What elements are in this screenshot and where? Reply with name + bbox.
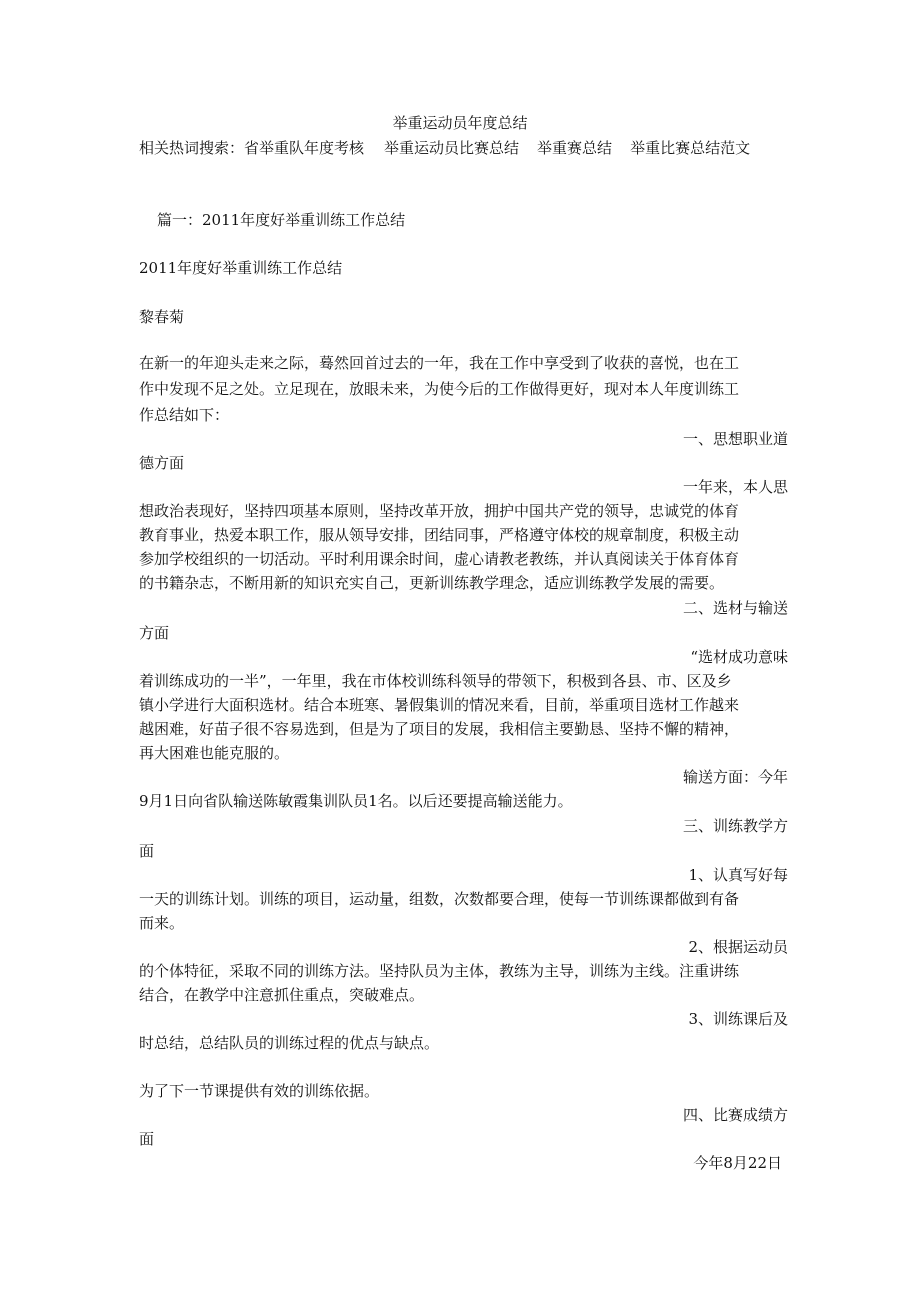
body-line: 着训练成功的一半”，一年里，我在市体校训练科领导的带领下，积极到各县、市、区及乡	[139, 672, 732, 690]
related-search-label: 相关热词搜索：	[139, 139, 245, 157]
body-line: 9月1日向省队输送陈敏霞集训队员1名。以后还要提高输送能力。	[139, 792, 573, 810]
related-term-link[interactable]: 举重比赛总结范文	[630, 139, 751, 157]
body-line: 越困难，好苗子很不容易选到，但是为了项目的发展，我相信主要勤恳、坚持不懈的精神，	[139, 720, 740, 738]
body-line: 3、训练课后及	[688, 1010, 788, 1028]
body-line: 作总结如下：	[139, 406, 230, 424]
body-line: 参加学校组织的一切活动。平时利用课余时间，虚心请教老教练，并认真阅读关于体育体育	[139, 550, 740, 568]
body-line: 1、认真写好每	[688, 866, 788, 884]
body-line: 教育事业，热爱本职工作，服从领导安排，团结同事，严格遵守体校的规章制度，积极主动	[139, 526, 740, 544]
body-line: 输送方面：今年	[682, 768, 788, 786]
body-line: 2、根据运动员	[688, 938, 788, 956]
subsection-heading: 二、选材与输送	[682, 599, 788, 617]
body-line: 想政治表现好，坚持四项基本原则，坚持改革开放，拥护中国共产党的领导，忠诚党的体育	[139, 502, 740, 520]
body-line: 方面	[139, 624, 170, 642]
body-line: 再大困难也能克服的。	[139, 744, 290, 762]
body-line: 为了下一节课提供有效的训练依据。	[139, 1082, 380, 1100]
body-line: 德方面	[139, 454, 185, 472]
body-line: 面	[139, 842, 155, 860]
body-line: “选材成功意味	[690, 648, 788, 666]
subsection-heading: 三、训练教学方	[682, 817, 788, 835]
subsection-heading: 一、思想职业道	[682, 430, 788, 448]
body-line: 一年来，本人思	[682, 478, 788, 496]
related-term-link[interactable]: 举重运动员比赛总结	[384, 139, 520, 157]
article-heading: 2011年度好举重训练工作总结	[139, 259, 343, 277]
body-line: 时总结，总结队员的训练过程的优点与缺点。	[139, 1034, 440, 1052]
section-heading: 篇一：2011年度好举重训练工作总结	[157, 211, 406, 229]
related-term-link[interactable]: 举重赛总结	[537, 139, 613, 157]
subsection-heading: 四、比赛成绩方	[682, 1106, 788, 1124]
author-name: 黎春菊	[139, 308, 185, 326]
body-line: 面	[139, 1130, 155, 1148]
body-line: 作中发现不足之处。立足现在，放眼未来，为使今后的工作做得更好，现对本人年度训练工	[139, 380, 740, 398]
body-line: 的个体特征，采取不同的训练方法。坚持队员为主体，教练为主导，训练为主线。注重讲练	[139, 962, 740, 980]
related-search-bar	[139, 137, 750, 159]
document-title: 举重运动员年度总结	[392, 114, 528, 132]
body-line: 镇小学进行大面积选材。结合本班寒、暑假集训的情况来看，目前，举重项目选材工作越来	[139, 696, 740, 714]
body-line: 结合，在教学中注意抓住重点，突破难点。	[139, 986, 425, 1004]
body-line: 今年8月22日	[693, 1154, 782, 1172]
body-line: 一天的训练计划。训练的项目，运动量，组数，次数都要合理，使每一节训练课都做到有备	[139, 890, 740, 908]
body-line: 而来。	[139, 914, 185, 932]
body-line: 在新一的年迎头走来之际，蓦然回首过去的一年，我在工作中享受到了收获的喜悦，也在工	[139, 354, 740, 372]
related-term-link[interactable]: 省举重队年度考核	[244, 139, 365, 157]
body-line: 的书籍杂志，不断用新的知识充实自己，更新训练教学理念，适应训练教学发展的需要。	[139, 574, 725, 592]
